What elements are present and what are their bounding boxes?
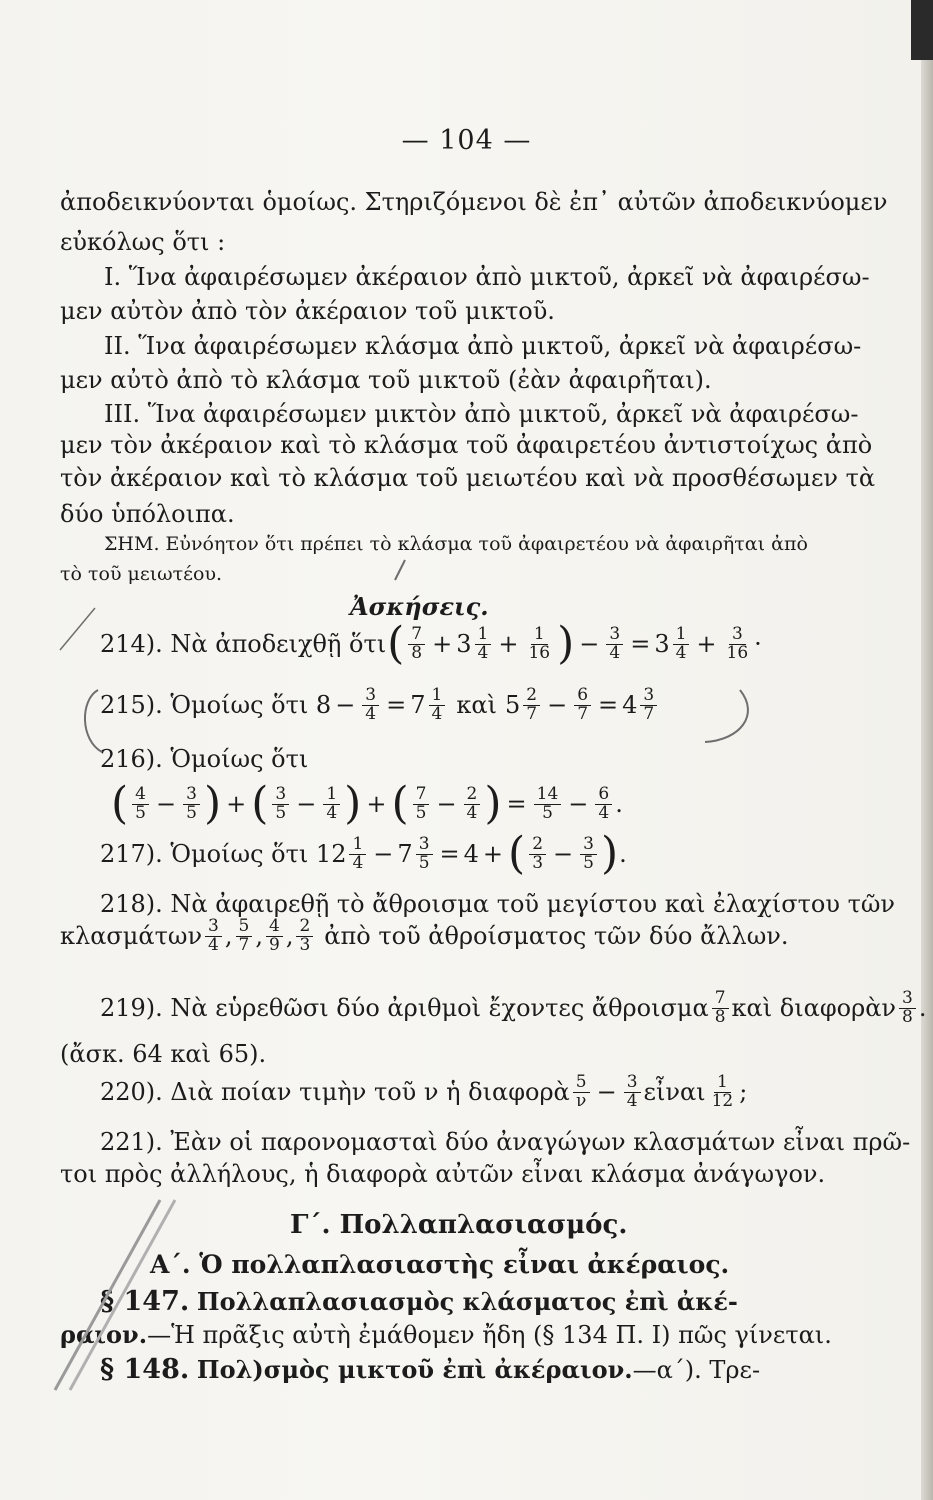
page-number: — 104 — — [401, 125, 532, 156]
fraction: $\frac{3}{16}$ — [726, 623, 749, 663]
punctuation: . — [619, 840, 627, 868]
exercise-219-reference: (ἄσκ. 64 καὶ 65). — [60, 1040, 267, 1068]
fraction: $\frac{3}{4}$ — [362, 687, 379, 724]
section-148-number: § 148. — [100, 1354, 190, 1385]
note-line-2: τὸ τοῦ μειωτέου. — [60, 563, 223, 585]
exercise-218-prefix: κλασμάτων — [60, 922, 203, 951]
open-paren: ( — [508, 828, 526, 879]
whole-part: 3 — [654, 630, 670, 658]
fraction: $\frac{2}{7}$ — [523, 687, 540, 724]
exercise-218-line-2: κλασμάτων $\frac{3}{4}$ , $\frac{5}{7}$ , $\frac{4}{9}$ , $\frac{2}{3}$ ἀπὸ τοῦ ἀθροίσματος τῶν δύο ἄλλων. — [60, 916, 789, 955]
fraction: $\frac{14}{5}$ — [534, 786, 562, 823]
punctuation: . — [918, 994, 927, 1023]
exercise-214: 214). Νὰ ἀποδειχθῇ ὅτι ( $\frac{7}{8}$ + 3 $\frac{1}{4}$ + $\frac{1}{16}$ ) − $\frac{3}{4}$ = 3 $\frac{1}{4}$ + $\frac{3}{16}$ · — [100, 618, 762, 669]
open-paren: ( — [391, 778, 409, 829]
fraction: $\frac{1}{16}$ — [528, 623, 551, 663]
exercise-216-equation: ( $\frac{4}{5}$ − $\frac{3}{5}$ ) + ( $\frac{3}{5}$ − $\frac{1}{4}$ ) + ( $\frac{7}{5}$ − $\frac{2}{4}$ ) = $\frac{14}{5}$ − $\frac{6}{4}$ . — [111, 778, 623, 829]
fraction: $\frac{1}{4}$ — [349, 836, 366, 873]
pencil-tick — [395, 560, 405, 580]
fraction: $\frac{3}{5}$ — [580, 836, 597, 873]
close-paren: ) — [203, 778, 222, 829]
fraction: $\frac{2}{4}$ — [464, 786, 481, 823]
close-paren: ) — [344, 778, 362, 829]
exercise-220: 220). Διὰ ποίαν τιμὴν τοῦ ν ἡ διαφορὰ $\frac{5}{\nu}$ − $\frac{3}{4}$ εἶναι $\frac{1}{12}$ ; — [100, 1072, 748, 1111]
close-paren: ) — [600, 828, 619, 879]
whole-part: 3 — [456, 630, 472, 658]
exercise-218-line-1: 218). Νὰ ἀφαιρεθῇ τὸ ἄθροισμα τοῦ μεγίστου καὶ ἐλαχίστου τῶν — [100, 890, 896, 918]
fraction: $\frac{5}{\nu}$ — [573, 1074, 590, 1111]
fraction: $\frac{7}{8}$ — [408, 626, 425, 663]
whole-part: 5 — [504, 691, 521, 720]
punctuation: ; — [739, 1078, 748, 1107]
exercise-219-label: 219). Νὰ εὑρεθῶσι δύο ἀριθμοὶ ἔχοντες ἄθροισμα — [100, 994, 709, 1023]
rule-1-line-2: μεν αὐτὸν ἀπὸ τὸν ἀκέραιον τοῦ μικτοῦ. — [60, 297, 555, 325]
fraction: $\frac{7}{8}$ — [712, 990, 729, 1027]
section-147-text: —Ἡ πρᾶξις αὐτὴ ἐμάθομεν ἤδη (§ 134 Π. Ι) πῶς γίνεται. — [147, 1321, 832, 1349]
fraction: $\frac{3}{4}$ — [205, 918, 222, 955]
whole-part: 7 — [410, 691, 426, 720]
whole-part: 4 — [622, 691, 638, 720]
fraction: $\frac{1}{4}$ — [429, 687, 446, 724]
fraction: $\frac{3}{4}$ — [624, 1074, 641, 1111]
open-paren: ( — [251, 778, 269, 829]
fraction: $\frac{2}{3}$ — [296, 918, 313, 955]
fraction: $\frac{3}{7}$ — [640, 687, 657, 724]
section-148-text: —α΄). Τρε- — [632, 1356, 761, 1384]
exercise-217-label: 217). Ὁμοίως ὅτι 12 — [100, 840, 347, 868]
rule-2-line-2: μεν αὐτὸ ἀπὸ τὸ κλάσμα τοῦ μικτοῦ (ἐὰν ἀφαιρῆται). — [60, 366, 712, 394]
exercise-215-label: 215). Ὁμοίως ὅτι 8 — [100, 691, 332, 720]
fraction: $\frac{1}{4}$ — [323, 786, 340, 823]
fraction: $\frac{6}{4}$ — [595, 786, 612, 823]
section-147-title: Πολλαπλασιασμὸς κλάσματος ἐπὶ ἀκέ- — [196, 1287, 738, 1316]
fraction: $\frac{4}{5}$ — [132, 786, 149, 823]
punctuation: · — [754, 630, 762, 658]
fraction: $\frac{6}{7}$ — [574, 687, 591, 724]
exercise-220-label: 220). Διὰ ποίαν τιμὴν τοῦ ν ἡ διαφορὰ — [100, 1078, 570, 1107]
paragraph-line-1: ἀποδεικνύονται ὁμοίως. Στηριζόμενοι δὲ ἐπ᾽ αὐτῶν ἀποδεικνύομεν — [60, 188, 888, 216]
fraction: $\frac{4}{9}$ — [266, 918, 283, 955]
punctuation: . — [615, 790, 623, 818]
whole-part: 7 — [397, 840, 413, 868]
exercise-217: 217). Ὁμοίως ὅτι 12 $\frac{1}{4}$ − 7 $\frac{3}{5}$ = 4 + ( $\frac{2}{3}$ − $\frac{3}{5}$ ) . — [100, 828, 627, 879]
pencil-curve — [705, 690, 748, 742]
exercise-221-line-2: τοι πρὸς ἀλλήλους, ἡ διαφορὰ αὐτῶν εἶναι κλάσμα ἀνάγωγον. — [60, 1160, 826, 1188]
exercise-219-mid: καὶ διαφορὰν — [731, 994, 897, 1023]
rule-3-line-4: δύο ὑπόλοιπα. — [60, 500, 235, 528]
exercise-218-suffix: ἀπὸ τοῦ ἀθροίσματος τῶν δύο ἄλλων. — [324, 922, 789, 951]
exercise-214-label: 214). Νὰ ἀποδειχθῇ ὅτι — [100, 630, 387, 658]
rule-2-line-1: ΙΙ. Ἵνα ἀφαιρέσωμεν κλάσμα ἀπὸ μικτοῦ, ἀρκεῖ νὰ ἀφαιρέσω- — [104, 332, 862, 360]
whole-part: 4 — [463, 840, 479, 868]
fraction: $\frac{2}{3}$ — [529, 836, 546, 873]
rule-3-line-1: ΙΙΙ. Ἵνα ἀφαιρέσωμεν μικτὸν ἀπὸ μικτοῦ, ἀρκεῖ νὰ ἀφαιρέσω- — [104, 400, 859, 428]
section-147-number: § 147. — [100, 1286, 190, 1317]
pencil-smudge — [55, 1200, 160, 1390]
exercise-220-mid: εἶναι — [643, 1078, 706, 1107]
section-148-title: Πολ)σμὸς μικτοῦ ἐπὶ ἀκέραιον. — [196, 1355, 633, 1384]
section-heading-g: Γ΄. Πολλαπλασιασμός. — [290, 1210, 628, 1240]
pencil-tick — [60, 608, 95, 650]
rule-1-line-1: Ι. Ἵνα ἀφαιρέσωμεν ἀκέραιον ἀπὸ μικτοῦ, ἀρκεῖ νὰ ἀφαιρέσω- — [104, 263, 870, 291]
section-heading-a: Α΄. Ὁ πολλαπλασιαστὴς εἶναι ἀκέραιος. — [150, 1250, 730, 1279]
exercise-216-label: 216). Ὁμοίως ὅτι — [100, 745, 309, 773]
open-paren: ( — [387, 618, 405, 669]
open-paren: ( — [111, 778, 129, 829]
fraction: $\frac{5}{7}$ — [236, 918, 253, 955]
note-line-1: ΣΗΜ. Εὐνόητον ὅτι πρέπει τὸ κλάσμα τοῦ ἀφαιρετέου νὰ ἀφαιρῆται ἀπὸ — [104, 533, 808, 555]
exercise-215: 215). Ὁμοίως ὅτι 8 − $\frac{3}{4}$ = 7 $\frac{1}{4}$ καὶ 5 $\frac{2}{7}$ − $\frac{6}{7}$ = 4 $\frac{3}{7}$ — [100, 687, 660, 724]
section-147-title-end: ραιον. — [60, 1320, 148, 1349]
fraction: $\frac{3}{8}$ — [899, 990, 916, 1027]
conjunction: καὶ — [456, 691, 497, 720]
pencil-bracket — [85, 690, 102, 752]
exercises-heading: Ἀσκήσεις. — [350, 592, 489, 621]
fraction: $\frac{3}{5}$ — [272, 786, 289, 823]
fraction: $\frac{3}{4}$ — [606, 626, 623, 663]
fraction: $\frac{3}{5}$ — [183, 786, 200, 823]
exercise-221-line-1: 221). Ἐὰν οἱ παρονομασταὶ δύο ἀναγώγων κλασμάτων εἶναι πρῶ- — [100, 1128, 911, 1156]
fraction: $\frac{7}{5}$ — [413, 786, 430, 823]
rule-3-line-3: τὸν ἀκέραιον καὶ τὸ κλάσμα τοῦ μειωτέου καὶ νὰ προσθέσωμεν τὰ — [60, 464, 876, 492]
pencil-smudge — [70, 1200, 175, 1390]
fraction: $\frac{1}{4}$ — [475, 626, 492, 663]
fraction: $\frac{1}{12}$ — [711, 1072, 734, 1111]
close-paren: ) — [484, 778, 502, 829]
paragraph-line-2: εὐκόλως ὅτι : — [60, 228, 226, 256]
close-paren: ) — [557, 618, 575, 669]
fraction: $\frac{3}{5}$ — [416, 836, 433, 873]
fraction: $\frac{1}{4}$ — [673, 626, 690, 663]
rule-3-line-2: μεν τὸν ἀκέραιον καὶ τὸ κλάσμα τοῦ ἀφαιρετέου ἀντιστοίχως ἀπὸ — [60, 431, 873, 459]
